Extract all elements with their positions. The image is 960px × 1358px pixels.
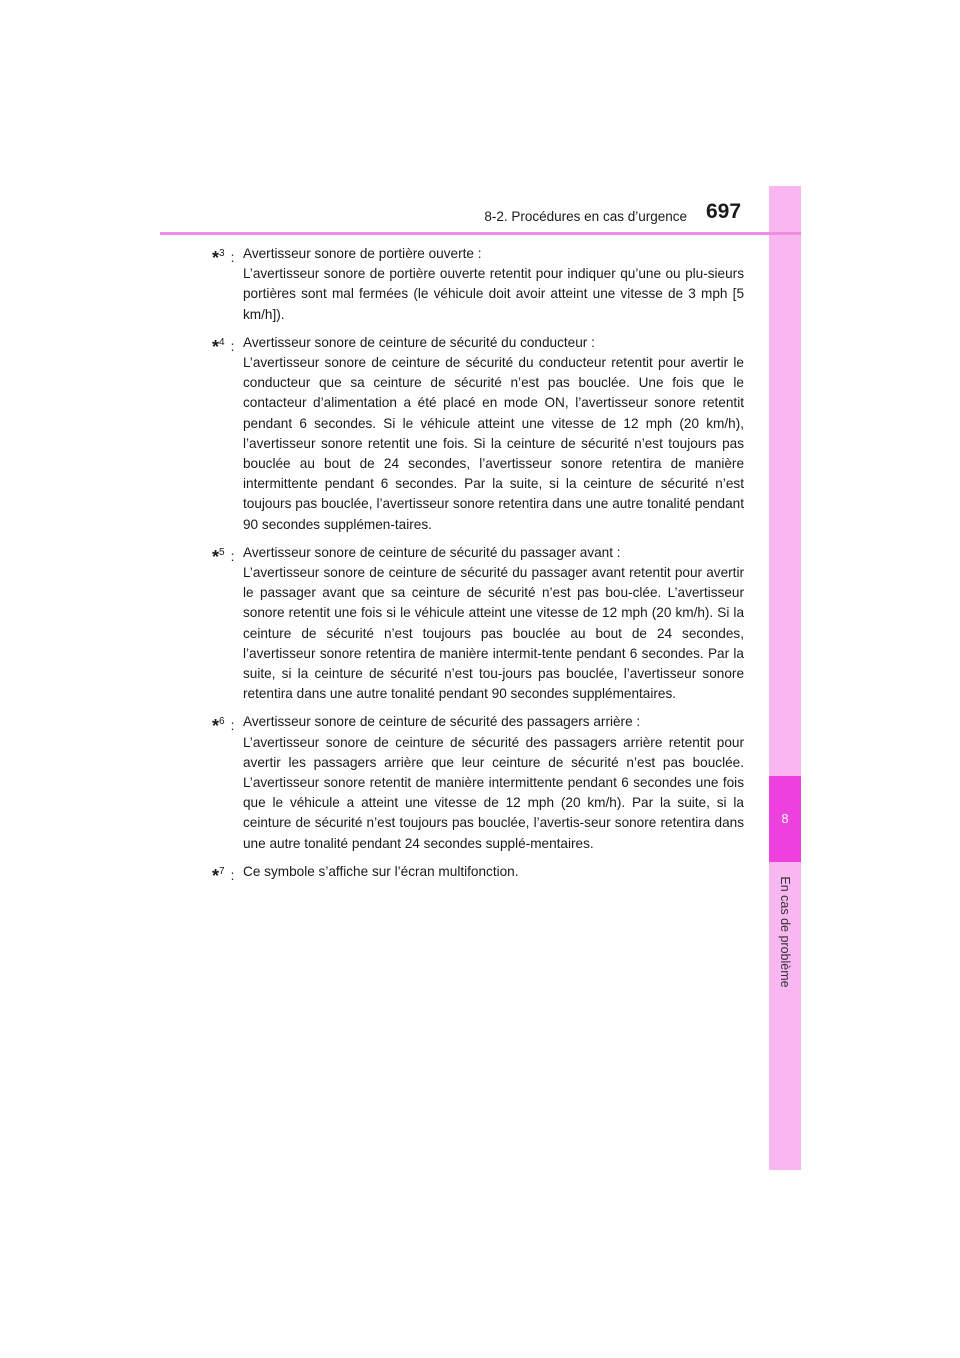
footnote-title: Avertisseur sonore de ceinture de sécurité du passager avant : [243,544,621,560]
footnote-body: L’avertisseur sonore de ceinture de sécurité des passagers arrière retentit pour avertir les passagers arrière que leur ceinture de sécurité n’est pas bouclée. L’avertisseur sonore retentit de manière intermittente pendant 6 secondes une fois que le véhicule a atteint une vitesse de 12 mph (20 km/h). Par la suite, si la ceinture de sécurité n’est toujours pas bouclée, l’avertis-seur sonore retentira dans une autre tonalité pendant 24 secondes supplé-mentaires. [243,734,744,851]
section-title: 8-2. Procédures en cas d’urgence [484,209,687,224]
page-number: 697 [706,200,742,223]
footnotes-list [212,244,744,890]
footnote-6 [212,712,744,853]
footnote-marker: *$^6$ : [212,716,235,737]
footnote-title: Avertisseur sonore de ceinture de sécurité des passagers arrière : [243,714,641,730]
footnote-title: Avertisseur sonore de ceinture de sécurité du conducteur : [243,334,595,350]
footnote-7 [212,862,744,886]
asterisk-icon: * [212,716,220,737]
chapter-side-tab [769,186,801,1170]
footnote-title: Ce symbole s’affiche sur l’écran multifonction. [243,863,519,879]
footnote-number: 6 [219,716,225,728]
chapter-number-badge: 8 [769,776,801,862]
footnote-4 [212,333,744,535]
footnote-number: 7 [219,865,225,877]
footnote-body: L’avertisseur sonore de ceinture de sécurité du conducteur retentit pour avertir le conducteur que sa ceinture de sécurité n’est pas bouclée. Une fois que le contacteur d’alimentation a été placé en mode ON, l’avertisseur sonore retentit pendant 6 secondes. Si le véhicule atteint une vitesse de 12 mph (20 km/h), l’avertisseur sonore retentit une fois. Si la ceinture de sécurité n’est toujours pas bouclée au bout de 24 secondes, l’avertisseur sonore retentira de manière intermittente pendant 6 secondes. Par la suite, si la ceinture de sécurité n’est toujours pas bouclée, l’avertisseur sonore retentira dans une autre tonalité pendant 90 secondes supplémen-taires. [243,355,744,532]
asterisk-icon: * [212,248,220,268]
footnote-number: 5 [219,546,225,558]
footnote-body: L’avertisseur sonore de ceinture de sécurité du passager avant retentit pour avertir le passager avant que sa ceinture de sécurité n’est pas bou-clée. L’avertisseur sonore retentit une fois si le véhicule atteint une vitesse de 12 mph (20 km/h). Si la ceinture de sécurité n’est toujours pas bouclée au bout de 24 secondes, l’avertisseur sonore retentira de manière intermit-tente pendant 6 secondes. Par la suite, si la ceinture de sécurité n’est tou-jours pas bouclée, l’avertisseur sonore retentira dans une autre tonalité pendant 90 secondes supplémentaires. [243,565,744,702]
footnote-5 [212,543,744,705]
header-divider [160,232,801,235]
asterisk-icon: * [212,546,220,567]
footnote-marker: *$^4$ : [212,336,235,357]
footnote-title: Avertisseur sonore de portière ouverte : [243,246,482,261]
asterisk-icon: * [212,865,220,886]
footnote-marker: *$^3$ : [212,248,235,268]
footnote-3 [212,244,744,325]
footnote-body: L’avertisseur sonore de portière ouverte retentit pour indiquer qu’une ou plu-sieurs portières sont mal fermées (le véhicule doit avoir atteint une vitesse de 3 mph [5 km/h]). [243,266,744,322]
chapter-label: En cas de problème [778,876,792,988]
footnote-number: 3 [219,248,225,259]
footnote-number: 4 [219,336,225,348]
asterisk-icon: * [212,336,220,357]
footnote-marker: *$^5$ : [212,546,235,567]
footnote-marker: *$^7$ : [212,865,235,886]
